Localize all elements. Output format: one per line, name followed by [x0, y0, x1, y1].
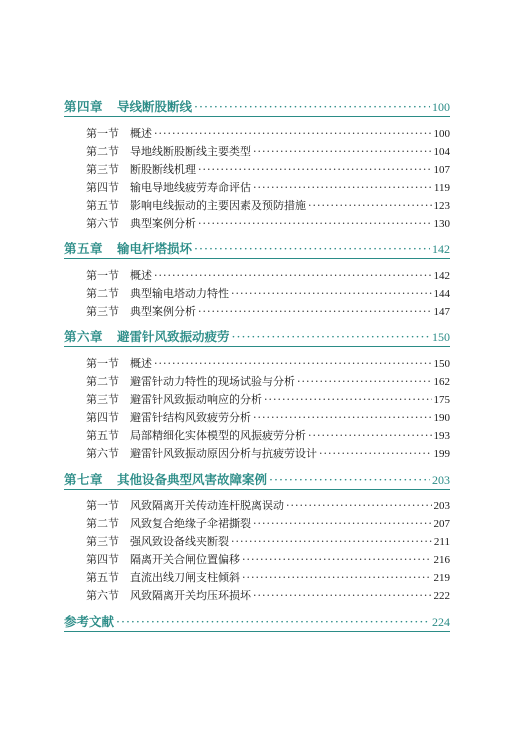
toc-section[interactable] [86, 427, 450, 443]
chapter-divider [64, 116, 450, 117]
section-number: 第六节 [86, 589, 119, 602]
section-page: 130 [433, 218, 450, 230]
dot-leader [194, 99, 430, 114]
bibliography-title: 参考文献 [64, 614, 115, 629]
section-number: 第二节 [86, 375, 119, 388]
section-number: 第三节 [86, 163, 119, 176]
section-number: 第三节 [86, 535, 119, 548]
dot-leader [264, 393, 432, 406]
section-title: 避雷针动力特性的现场试验与分析 [130, 375, 295, 388]
section-page: 203 [433, 500, 450, 512]
section-title: 局部精细化实体模型的风振疲劳分析 [130, 429, 306, 442]
bibliography-page: 224 [432, 615, 450, 629]
section-number: 第五节 [86, 429, 119, 442]
dot-leader [198, 163, 432, 176]
section-title: 典型案例分析 [130, 217, 196, 230]
toc-section[interactable] [86, 197, 450, 213]
section-title: 输电导地线疲劳寿命评估 [130, 181, 251, 194]
section-title: 导地线断股断线主要类型 [130, 145, 251, 158]
section-number: 第三节 [86, 393, 119, 406]
section-page: 216 [433, 554, 450, 566]
toc-section[interactable] [86, 215, 450, 231]
section-page: 207 [433, 518, 450, 530]
toc-chapter[interactable] [64, 470, 450, 488]
section-number: 第二节 [86, 145, 119, 158]
toc-section[interactable] [86, 445, 450, 461]
chapter-divider [64, 346, 450, 347]
bibliography-divider [64, 631, 450, 632]
chapter-divider [64, 489, 450, 490]
dot-leader [231, 287, 432, 300]
toc-section[interactable] [86, 143, 450, 159]
toc-bibliography[interactable] [64, 612, 450, 630]
section-number: 第一节 [86, 269, 119, 282]
section-page: 162 [433, 376, 450, 388]
dot-leader [253, 411, 432, 424]
toc-section[interactable] [86, 587, 450, 603]
section-page: 119 [433, 182, 450, 194]
dot-leader [308, 429, 432, 442]
toc-section[interactable] [86, 533, 450, 549]
toc-section[interactable] [86, 179, 450, 195]
section-number: 第一节 [86, 499, 119, 512]
section-number: 第六节 [86, 217, 119, 230]
chapter-page: 100 [432, 100, 450, 114]
chapter-number: 第五章 [64, 241, 104, 256]
toc-section[interactable] [86, 515, 450, 531]
section-number: 第四节 [86, 181, 119, 194]
section-title: 典型输电塔动力特性 [130, 287, 229, 300]
chapter-number: 第四章 [64, 99, 104, 114]
section-page: 104 [433, 146, 450, 158]
dot-leader [154, 357, 432, 370]
chapter-number: 第七章 [64, 472, 104, 487]
section-title: 概述 [130, 269, 152, 282]
section-title: 风致隔离开关传动连杆脱离误动 [130, 499, 284, 512]
chapter-page: 203 [432, 473, 450, 487]
toc-section[interactable] [86, 125, 450, 141]
section-page: 144 [433, 288, 450, 300]
section-page: 222 [433, 590, 450, 602]
dot-leader [253, 181, 432, 194]
section-number: 第六节 [86, 447, 119, 460]
section-number: 第二节 [86, 517, 119, 530]
dot-leader [297, 375, 432, 388]
dot-leader [116, 614, 430, 629]
dot-leader [253, 145, 432, 158]
toc-section[interactable] [86, 267, 450, 283]
section-title: 影响电线振动的主要因素及预防措施 [130, 199, 306, 212]
dot-leader [308, 199, 432, 212]
dot-leader [232, 329, 430, 344]
section-page: 147 [433, 306, 450, 318]
section-number: 第二节 [86, 287, 119, 300]
section-page: 123 [433, 200, 450, 212]
dot-leader [253, 589, 432, 602]
section-page: 199 [433, 448, 450, 460]
toc-section[interactable] [86, 409, 450, 425]
dot-leader [242, 571, 432, 584]
section-page: 107 [433, 164, 450, 176]
section-number: 第三节 [86, 305, 119, 318]
section-title: 直流出线刀闸支柱倾斜 [130, 571, 240, 584]
toc-section[interactable] [86, 373, 450, 389]
section-title: 避雷针风致振动响应的分析 [130, 393, 262, 406]
chapter-title: 导线断股断线 [117, 99, 193, 114]
section-number: 第一节 [86, 357, 119, 370]
toc-section[interactable] [86, 391, 450, 407]
section-number: 第五节 [86, 571, 119, 584]
toc-section[interactable] [86, 161, 450, 177]
dot-leader [154, 269, 432, 282]
dot-leader [286, 499, 432, 512]
toc-chapter[interactable] [64, 239, 450, 257]
chapter-number: 第六章 [64, 329, 104, 344]
toc-section[interactable] [86, 569, 450, 585]
section-title: 隔离开关合闸位置偏移 [130, 553, 240, 566]
section-page: 150 [433, 358, 450, 370]
section-title: 风致复合绝缘子伞裙撕裂 [130, 517, 251, 530]
dot-leader [198, 305, 432, 318]
toc-section[interactable] [86, 285, 450, 301]
toc-chapter[interactable] [64, 97, 450, 115]
section-page: 219 [433, 572, 450, 584]
section-title: 风致隔离开关均压环损坏 [130, 589, 251, 602]
toc-chapter[interactable] [64, 327, 450, 345]
section-title: 避雷针风致振动原因分析与抗疲劳设计 [130, 447, 317, 460]
chapter-page: 150 [432, 330, 450, 344]
toc-section[interactable] [86, 355, 450, 371]
dot-leader [231, 535, 432, 548]
toc-section[interactable] [86, 497, 450, 513]
dot-leader [269, 472, 430, 487]
section-title: 概述 [130, 127, 152, 140]
section-page: 175 [433, 394, 450, 406]
dot-leader [319, 447, 432, 460]
toc-section[interactable] [86, 551, 450, 567]
section-title: 避雷针结构风致疲劳分析 [130, 411, 251, 424]
dot-leader [154, 127, 432, 140]
chapter-title: 输电杆塔损坏 [117, 241, 193, 256]
section-page: 211 [433, 536, 450, 548]
chapter-title: 其他设备典型风害故障案例 [117, 472, 268, 487]
chapter-page: 142 [432, 242, 450, 256]
section-page: 100 [433, 128, 450, 140]
dot-leader [194, 241, 430, 256]
section-title: 强风致设备线夹断裂 [130, 535, 229, 548]
dot-leader [198, 217, 432, 230]
chapter-divider [64, 258, 450, 259]
section-page: 190 [433, 412, 450, 424]
section-page: 193 [433, 430, 450, 442]
section-title: 概述 [130, 357, 152, 370]
chapter-title: 避雷针风致振动疲劳 [117, 329, 230, 344]
section-title: 断股断线机理 [130, 163, 196, 176]
section-number: 第五节 [86, 199, 119, 212]
section-page: 142 [433, 270, 450, 282]
section-number: 第四节 [86, 553, 119, 566]
section-title: 典型案例分析 [130, 305, 196, 318]
section-number: 第一节 [86, 127, 119, 140]
toc-section[interactable] [86, 303, 450, 319]
dot-leader [242, 553, 432, 566]
dot-leader [253, 517, 432, 530]
section-number: 第四节 [86, 411, 119, 424]
